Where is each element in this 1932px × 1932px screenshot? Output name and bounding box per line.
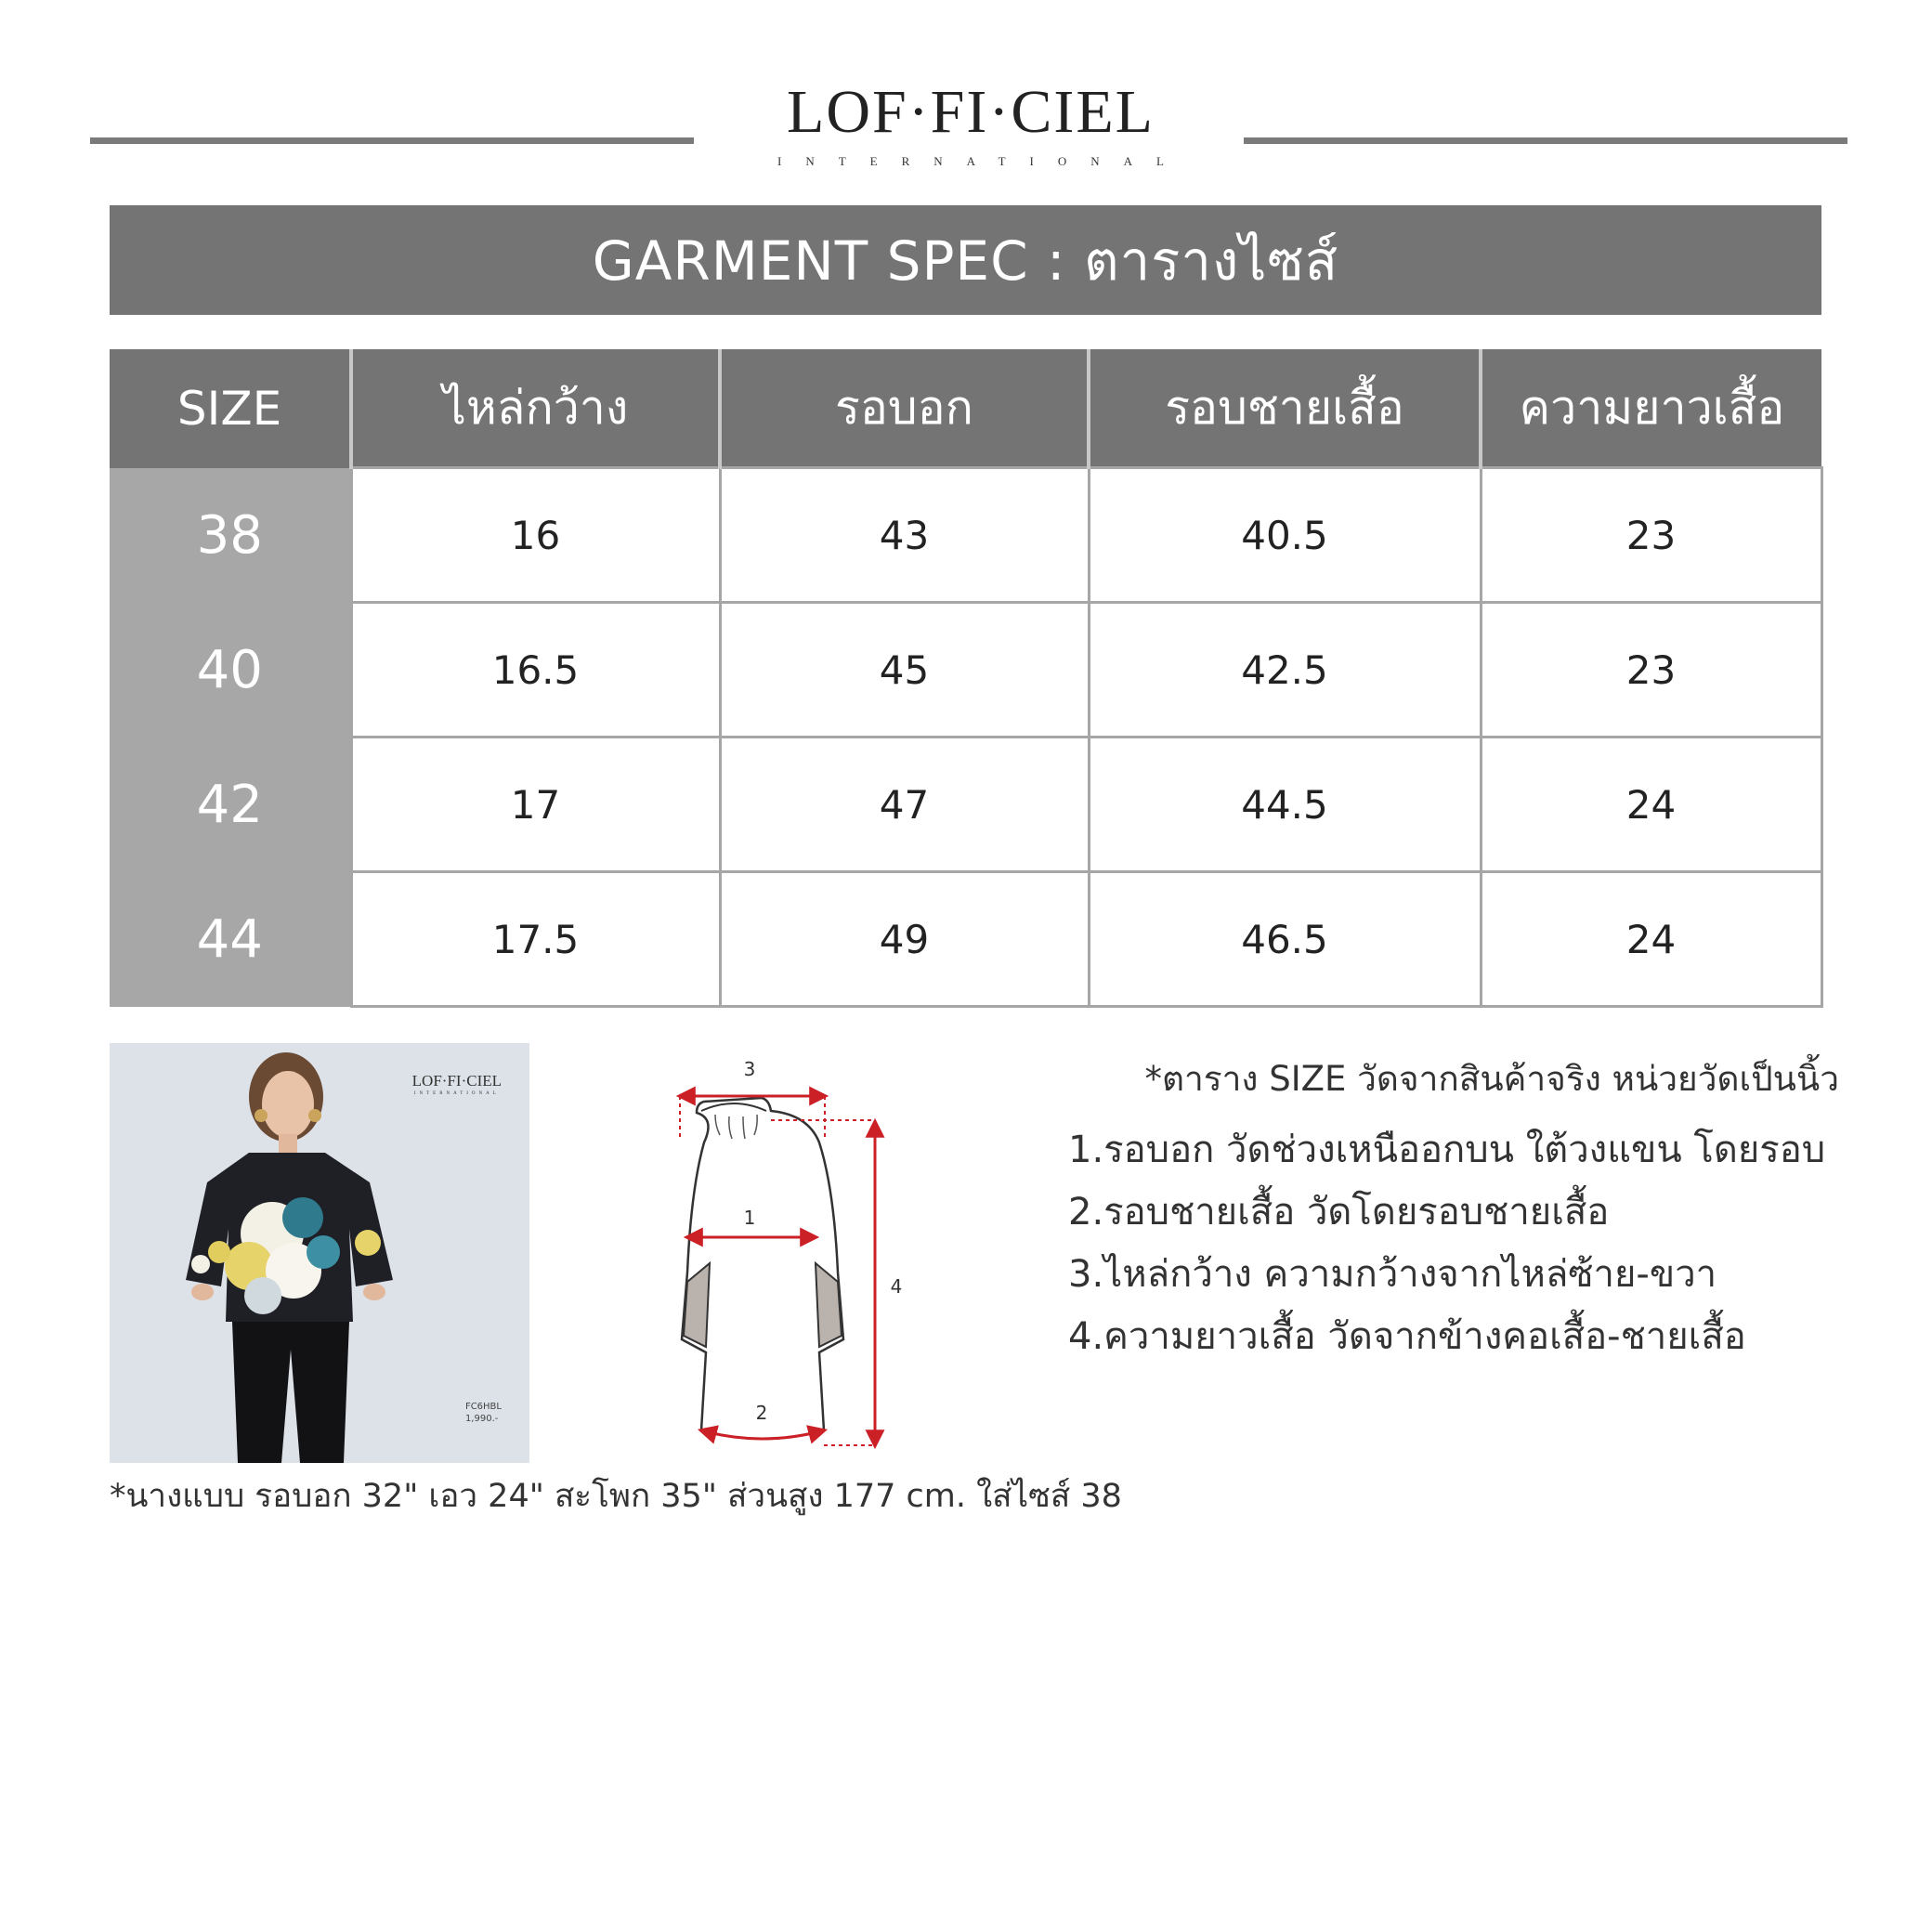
length-cell: 24 <box>1481 738 1821 872</box>
size-cell: 40 <box>110 603 351 738</box>
brand-logo <box>706 78 1235 169</box>
hem-cell: 44.5 <box>1089 738 1481 872</box>
product-code <box>465 1401 502 1425</box>
note-text: ไหล่กว้าง ความกว้างจากไหล่ซ้าย-ขวา <box>1103 1253 1717 1296</box>
shoulder-cell: 17.5 <box>351 872 720 1007</box>
shoulder-cell: 16 <box>351 468 720 603</box>
note-item <box>1068 1306 1839 1368</box>
note-number: 1. <box>1068 1129 1104 1171</box>
length-cell: 24 <box>1481 872 1821 1007</box>
garment-spec-banner <box>110 205 1821 315</box>
table-header-row <box>110 349 1821 468</box>
length-cell: 23 <box>1481 468 1821 603</box>
banner-title: GARMENT SPEC : ตารางไซส์ <box>592 228 1339 293</box>
table-row <box>110 468 1821 603</box>
table-row <box>110 738 1821 872</box>
product-code-text: FC6HBL <box>464 1402 502 1412</box>
label-2: 2 <box>755 1402 768 1424</box>
note-item <box>1068 1119 1839 1181</box>
shoulder-cell: 16.5 <box>351 603 720 738</box>
label-4: 4 <box>890 1275 903 1298</box>
table-row <box>110 603 1821 738</box>
measurement-notes <box>1068 1051 1839 1368</box>
note-item <box>1068 1244 1839 1306</box>
product-price: 1,990.- <box>464 1414 499 1424</box>
chest-cell: 45 <box>720 603 1089 738</box>
size-cell: 44 <box>110 872 351 1007</box>
header-length: ความยาวเสื้อ <box>1481 349 1821 468</box>
note-number: 4. <box>1068 1315 1104 1358</box>
chest-cell: 47 <box>720 738 1089 872</box>
length-cell: 23 <box>1481 603 1821 738</box>
header-size: SIZE <box>110 349 351 468</box>
photo-logo-sub: INTERNATIONAL <box>413 1091 500 1096</box>
note-number: 2. <box>1068 1191 1104 1234</box>
photo-brand-logo <box>412 1073 502 1096</box>
notes-header: *ตาราง SIZE วัดจากสินค้าจริง หน่วยวัดเป็นนิ้ว <box>1144 1059 1839 1099</box>
hem-cell: 40.5 <box>1089 468 1481 603</box>
header-hem: รอบชายเสื้อ <box>1089 349 1481 468</box>
photo-logo-text: LOF·FI·CIEL <box>411 1072 502 1090</box>
note-text: รอบชายเสื้อ วัดโดยรอบชายเสื้อ <box>1103 1191 1610 1234</box>
note-text: รอบอก วัดช่วงเหนืออกบน ใต้วงแขน โดยรอบ <box>1103 1129 1826 1171</box>
note-item <box>1068 1181 1839 1244</box>
header-shoulder: ไหล่กว้าง <box>351 349 720 468</box>
label-1: 1 <box>743 1207 756 1229</box>
chest-cell: 43 <box>720 468 1089 603</box>
left-divider <box>90 137 694 144</box>
note-number: 3. <box>1068 1253 1104 1296</box>
note-text: ความยาวเสื้อ วัดจากข้างคอเสื้อ-ชายเสื้อ <box>1103 1315 1746 1358</box>
measurement-diagram <box>576 1040 929 1468</box>
size-cell: 38 <box>110 468 351 603</box>
hem-cell: 46.5 <box>1089 872 1481 1007</box>
brand-name: LOF·FI·CIEL <box>787 78 1155 146</box>
right-divider <box>1244 137 1847 144</box>
label-3: 3 <box>743 1058 756 1080</box>
brand-tagline: INTERNATIONAL <box>777 154 1188 168</box>
hem-cell: 42.5 <box>1089 603 1481 738</box>
product-photo <box>110 1043 529 1463</box>
table-row <box>110 872 1821 1007</box>
chest-cell: 49 <box>720 872 1089 1007</box>
size-table <box>110 349 1823 1008</box>
size-cell: 42 <box>110 738 351 872</box>
shoulder-cell: 17 <box>351 738 720 872</box>
model-caption: *นางแบบ รอบอก 32" เอว 24" สะโพก 35" ส่วนสูง 177 cm. ใส่ไซส์ 38 <box>110 1478 1122 1515</box>
header-chest: รอบอก <box>720 349 1089 468</box>
